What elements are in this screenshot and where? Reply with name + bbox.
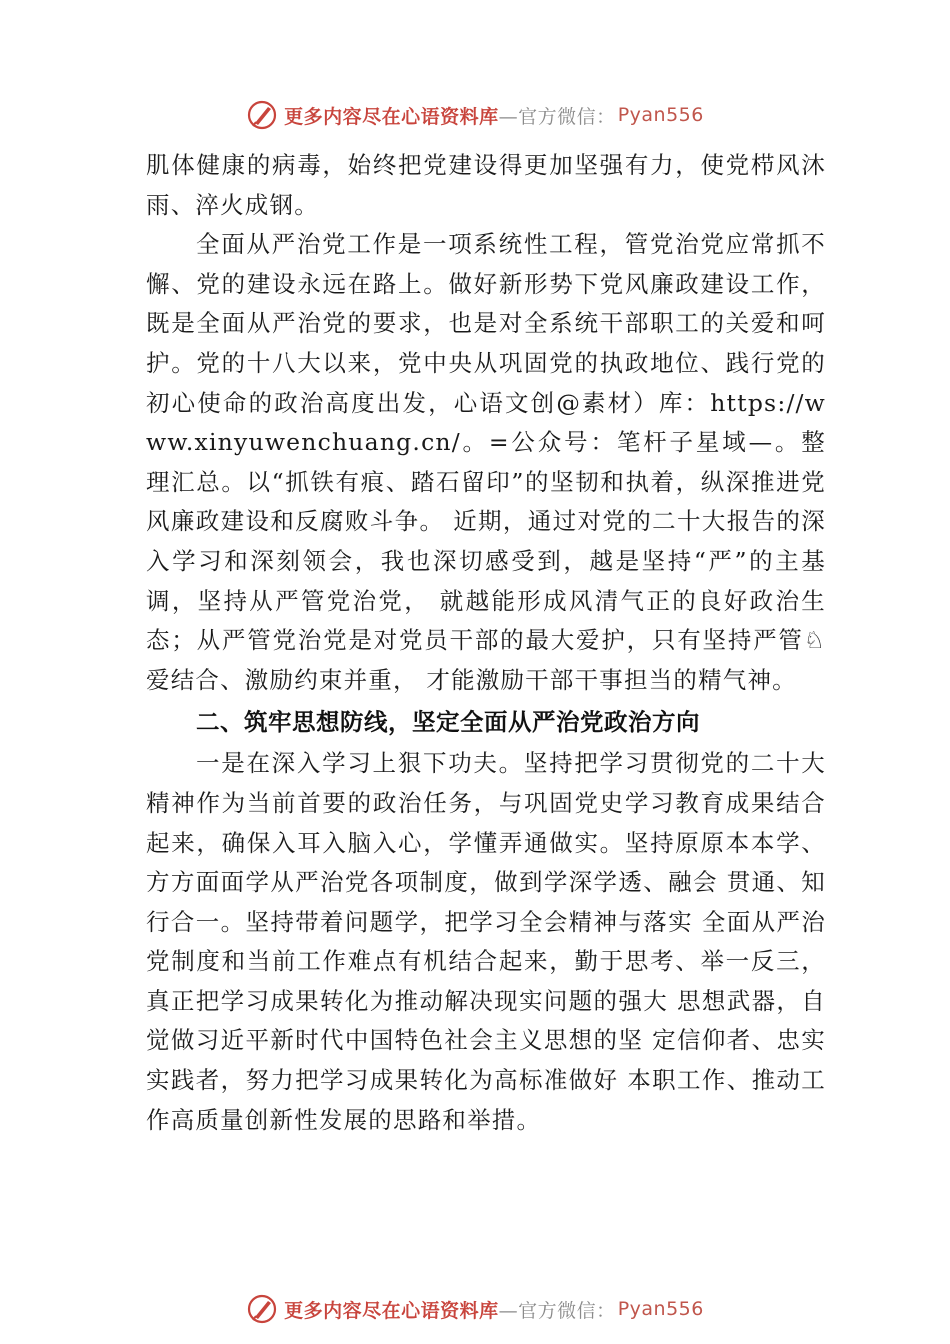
- watermark-label: —官方微信：: [498, 105, 616, 128]
- footer-watermark: [0, 1289, 950, 1329]
- watermark-handle: Pyan556: [617, 104, 704, 126]
- header-watermark: [0, 95, 950, 135]
- watermark-handle: Pyan556: [617, 1298, 704, 1320]
- paragraph-party-discipline: 全面从严治党工作是一项系统性工程，管党治党应常抓不懈、党的建设永远在路上。做好新形势下党风廉政建设工作，既是全面从严治党的要求，也是对全系统干部职工的关爱和呵护。党的十八大以来，党中央从巩固党的执政地位、践行党的初心使命的政治高度出发，心语文创@素材）库：https://www.xinyuwenchuang.cn/。=公众号：笔杆子星域—。整理汇总。以“抓铁有痕、踏石留印”的坚韧和执着，纵深推进党风廉政建设和反腐败斗争。 近期，通过对党的二十大报告的深入学习和深刻领会，我也深切感受到，越是坚持“严”的主基调，坚持从严管党治党， 就越能形成风清气正的良好政治生态；从严管党治党是对党员干部的最大爱护，只有坚持严管♘爱结合、激励约束并重， 才能激励干部干事担当的精气神。: [146, 230, 826, 694]
- watermark-title: 更多内容尽在心语资料库: [284, 105, 499, 128]
- document-body: [146, 146, 826, 1140]
- quill-logo-icon: [246, 1293, 278, 1325]
- quill-logo-icon: [246, 99, 278, 131]
- paragraph-study: 一是在深入学习上狠下功夫。坚持把学习贯彻党的二十大精神作为当前首要的政治任务，与巩固党史学习教育成果结合起来，确保入耳入脑入心，学懂弄通做实。坚持原原本本学、方方面面学从严治党各项制度，做到学深学透、融会 贯通、知行合一。坚持带着问题学，把学习全会精神与落实 全面从严治党制度和当前工作难点有机结合起来，勤于思考、举一反三，真正把学习成果转化为推动解决现实问题的强大 思想武器，自觉做习近平新时代中国特色社会主义思想的坚 定信仰者、忠实实践者，努力把学习成果转化为高标准做好 本职工作、推动工作高质量创新性发展的思路和举措。: [146, 749, 826, 1134]
- paragraph-continued: 肌体健康的病毒，始终把党建设得更加坚强有力，使党栉风沐雨、淬火成钢。: [146, 151, 826, 219]
- section-heading: 二、筑牢思想防线，坚定全面从严治党政治方向: [196, 708, 700, 737]
- watermark-title: 更多内容尽在心语资料库: [284, 1299, 499, 1322]
- watermark-label: —官方微信：: [498, 1299, 616, 1322]
